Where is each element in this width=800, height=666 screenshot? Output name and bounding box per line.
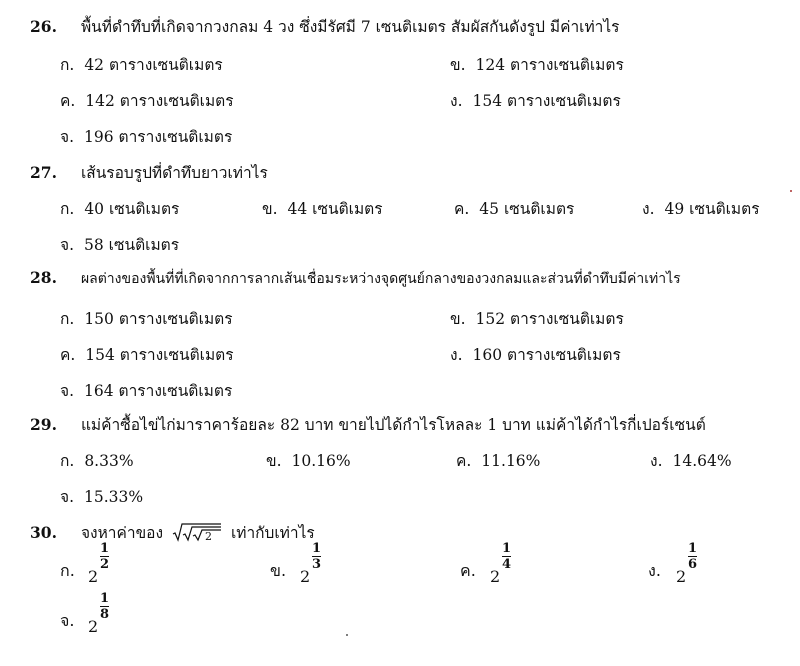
question-29 — [30, 412, 790, 437]
option-c[interactable]: ค. 11.16% — [456, 452, 541, 470]
option-e[interactable]: จ. 58 เซนติเมตร — [60, 236, 180, 254]
option-c[interactable]: ค. 154 ตารางเซนติเมตร — [60, 346, 234, 364]
option-e[interactable]: จ. 196 ตารางเซนติเมตร — [60, 128, 233, 146]
option-a[interactable]: ก. 150 ตารางเซนติเมตร — [60, 310, 233, 328]
exponent-fraction: 1 2 — [100, 541, 110, 572]
option-b[interactable]: ข. 152 ตารางเซนติเมตร — [450, 310, 624, 328]
option-d[interactable]: ง. 160 ตารางเซนติเมตร — [450, 346, 621, 364]
question-27 — [30, 160, 790, 185]
option-e[interactable]: จ. 164 ตารางเซนติเมตร — [60, 382, 233, 400]
option-d[interactable]: ง. 14.64% — [650, 452, 732, 470]
option-c[interactable]: ค. 142 ตารางเซนติเมตร — [60, 92, 234, 110]
question-text: เส้นรอบรูปที่ดำทึบยาวเท่าไร — [80, 164, 268, 182]
option-a[interactable]: ก. 40 เซนติเมตร — [60, 200, 180, 218]
option-b[interactable]: ข. 44 เซนติเมตร — [262, 200, 383, 218]
option-a[interactable]: ก. 42 ตารางเซนติเมตร — [60, 56, 223, 74]
option-c[interactable]: ค. 2 1 4 — [460, 541, 512, 586]
option-a[interactable]: ก. 8.33% — [60, 452, 134, 470]
question-text-before: จงหาค่าของ — [80, 524, 164, 542]
option-d[interactable]: ง. 49 เซนติเมตร — [642, 200, 760, 218]
option-d[interactable]: ง. 2 1 6 — [648, 541, 698, 586]
question-number: 29. — [30, 415, 57, 434]
option-b[interactable]: ข. 2 1 3 — [270, 541, 322, 586]
exponent-fraction: 1 6 — [688, 541, 698, 572]
question-text: แม่ค้าซื้อไข่ไก่มาราคาร้อยละ 82 บาท ขายไปได้กำไรโหลละ 1 บาท แม่ค้าได้กำไรกี่เปอร์เซนต์ — [80, 416, 706, 434]
radicand: 2 — [205, 530, 212, 542]
question-text-after: เท่ากับเท่าไร — [230, 524, 315, 542]
question-number: 28. — [30, 268, 57, 287]
option-e[interactable]: จ. 15.33% — [60, 488, 144, 506]
scan-speck — [346, 634, 348, 636]
question-26 — [30, 14, 790, 39]
option-e[interactable]: จ. 2 1 8 — [60, 591, 110, 636]
question-28 — [30, 268, 790, 290]
exponent-fraction: 1 4 — [502, 541, 512, 572]
question-number: 26. — [30, 17, 57, 36]
exponent-fraction: 1 3 — [312, 541, 322, 572]
option-b[interactable]: ข. 124 ตารางเซนติเมตร — [450, 56, 624, 74]
question-number: 27. — [30, 163, 57, 182]
options-30 — [30, 540, 790, 650]
option-c[interactable]: ค. 45 เซนติเมตร — [454, 200, 575, 218]
scan-speck — [790, 190, 792, 192]
question-text: ผลต่างของพื้นที่ที่เกิดจากการลากเส้นเชื่อมระหว่างจุดศูนย์กลางของวงกลมและส่วนที่ดำทึบมีค่าเท่าไร — [80, 271, 681, 287]
question-number: 30. — [30, 523, 57, 542]
option-a[interactable]: ก. 2 1 2 — [60, 541, 110, 586]
exponent-fraction: 1 8 — [100, 591, 110, 622]
option-b[interactable]: ข. 10.16% — [266, 452, 351, 470]
option-d[interactable]: ง. 154 ตารางเซนติเมตร — [450, 92, 621, 110]
question-text: พื้นที่ดำทึบที่เกิดจากวงกลม 4 วง ซึ่งมีรัศมี 7 เซนติเมตร สัมผัสกันดังรูป มีค่าเท่าไร — [80, 18, 620, 36]
